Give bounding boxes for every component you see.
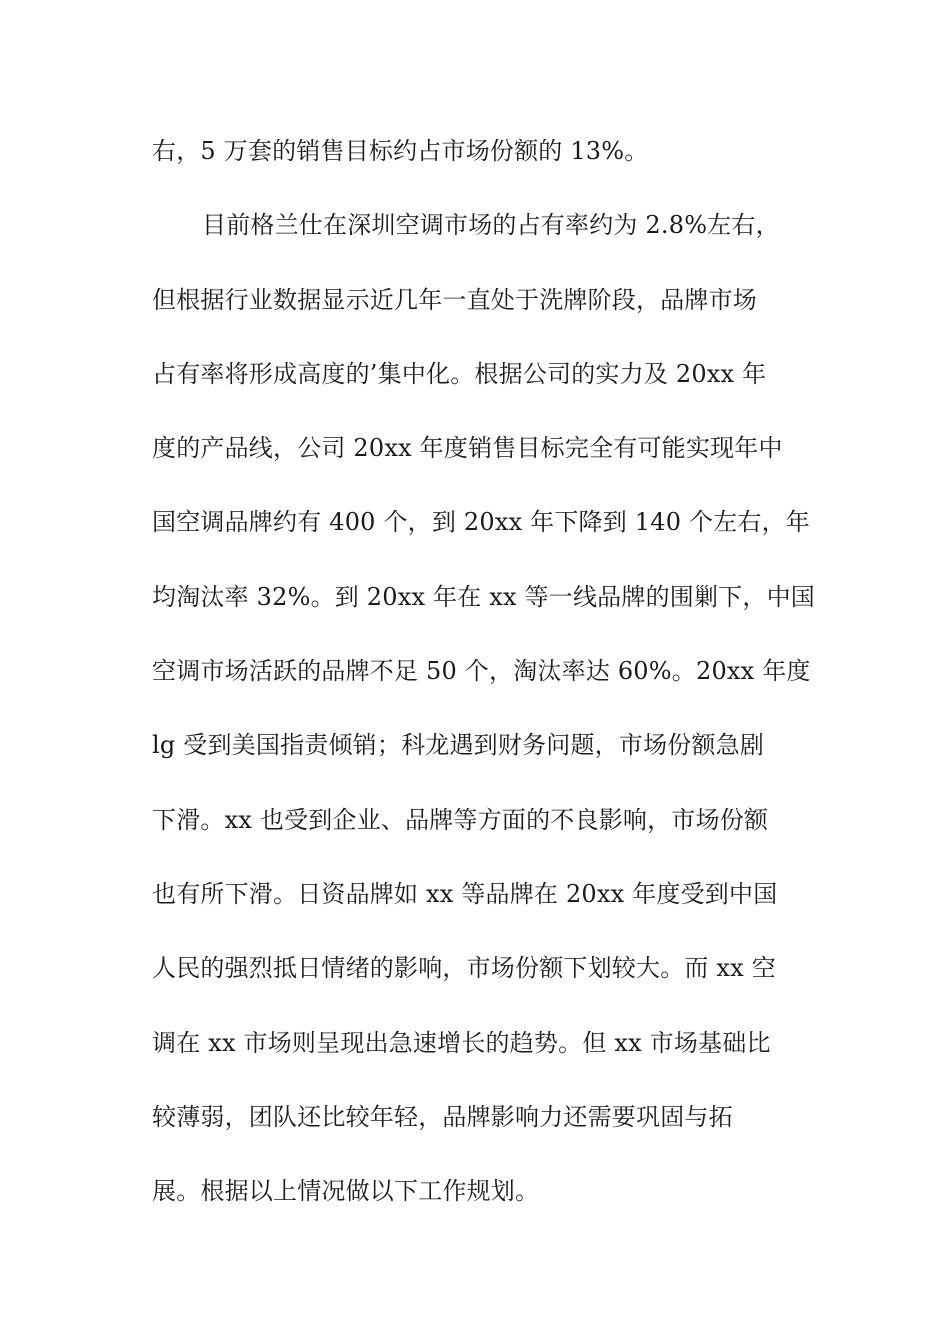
text-line: 国空调品牌约有 400 个，到 20xx 年下降到 140 个左右，年 xyxy=(152,508,810,537)
text-line: 展。根据以上情况做以下工作规划。 xyxy=(152,1177,540,1206)
text-line: 较薄弱，团队还比较年轻，品牌影响力还需要巩固与拓 xyxy=(152,1102,733,1131)
text-line: 度的产品线，公司 20xx 年度销售目标完全有可能实现年中 xyxy=(152,434,783,463)
paragraph-start-line: 目前格兰仕在深圳空调市场的占有率约为 2.8%左右， xyxy=(202,211,780,240)
text-line: 调在 xx 市场则呈现出急速增长的趋势。但 xx 市场基础比 xyxy=(152,1028,771,1057)
text-line: 空调市场活跃的品牌不足 50 个，淘汰率达 60%。20xx 年度 xyxy=(152,657,811,686)
text-line: 均淘汰率 32%。到 20xx 年在 xx 等一线品牌的围剿下，中国 xyxy=(152,582,815,611)
text-line: 占有率将形成高度的’集中化。根据公司的实力及 20xx 年 xyxy=(152,359,767,388)
text-line: lg 受到美国指责倾销；科龙遇到财务问题，市场份额急剧 xyxy=(152,731,765,760)
text-line: 右，5 万套的销售目标约占市场份额的 13%。 xyxy=(152,137,649,165)
text-line: 但根据行业数据显示近几年一直处于洗牌阶段，品牌市场 xyxy=(152,285,757,314)
text-line: 下滑。xx 也受到企业、品牌等方面的不良影响，市场份额 xyxy=(152,805,769,834)
body-text xyxy=(152,127,815,1241)
text-line: 也有所下滑。日资品牌如 xx 等品牌在 20xx 年度受到中国 xyxy=(152,879,778,908)
text-line: 人民的强烈抵日情绪的影响，市场份额下划较大。而 xx 空 xyxy=(152,954,776,983)
